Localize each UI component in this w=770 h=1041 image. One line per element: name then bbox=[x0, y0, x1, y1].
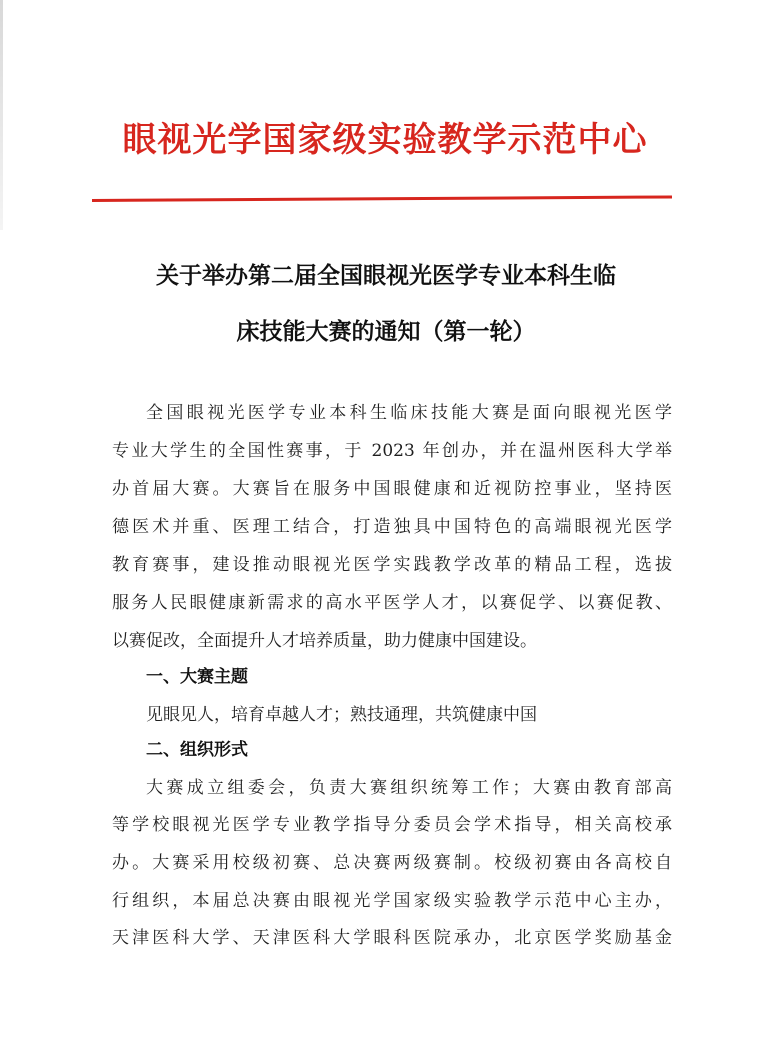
red-divider-line bbox=[92, 195, 672, 202]
intro-line: 教育赛事，建设推动眼视光医学实践教学改革的精品工程，选拔 bbox=[112, 555, 672, 575]
organization-line: 天津医科大学、天津医科大学眼科医院承办，北京医学奖励基金 bbox=[112, 928, 672, 948]
intro-line: 德医术并重、医理工结合，打造独具中国特色的高端眼视光医学 bbox=[112, 517, 672, 537]
intro-line: 以赛促改，全面提升人才培养质量，助力健康中国建设。 bbox=[112, 631, 537, 651]
organization-line: 行组织，本届总决赛由眼视光学国家级实验教学示范中心主办， bbox=[112, 891, 672, 911]
organization-line: 大赛成立组委会，负责大赛组织统筹工作；大赛由教育部高 bbox=[146, 778, 672, 798]
intro-line: 办首届大赛。大赛旨在服务中国眼健康和近视防控事业，坚持医 bbox=[112, 479, 672, 499]
organization-line: 等学校眼视光医学专业教学指导分委员会学术指导，相关高校承 bbox=[112, 815, 672, 835]
intro-line: 服务人民眼健康新需求的高水平医学人才，以赛促学、以赛促教、 bbox=[112, 593, 672, 613]
notice-title-line-1: 关于举办第二届全国眼视光医学专业本科生临 bbox=[156, 262, 616, 289]
section-heading-theme: 一、大赛主题 bbox=[146, 667, 248, 687]
notice-title-line-2: 床技能大赛的通知（第一轮） bbox=[236, 318, 536, 345]
intro-line: 专业大学生的全国性赛事，于 2023 年创办，并在温州医科大学举 bbox=[112, 441, 672, 461]
section-heading-organization: 二、组织形式 bbox=[146, 740, 248, 760]
organization-title: 眼视光学国家级实验教学示范中心 bbox=[122, 120, 648, 160]
section-text-theme: 见眼见人，培育卓越人才；熟技通理，共筑健康中国 bbox=[146, 705, 537, 725]
intro-line: 全国眼视光医学专业本科生临床技能大赛是面向眼视光医学 bbox=[146, 403, 672, 423]
organization-line: 办。大赛采用校级初赛、总决赛两级赛制。校级初赛由各高校自 bbox=[112, 853, 672, 873]
